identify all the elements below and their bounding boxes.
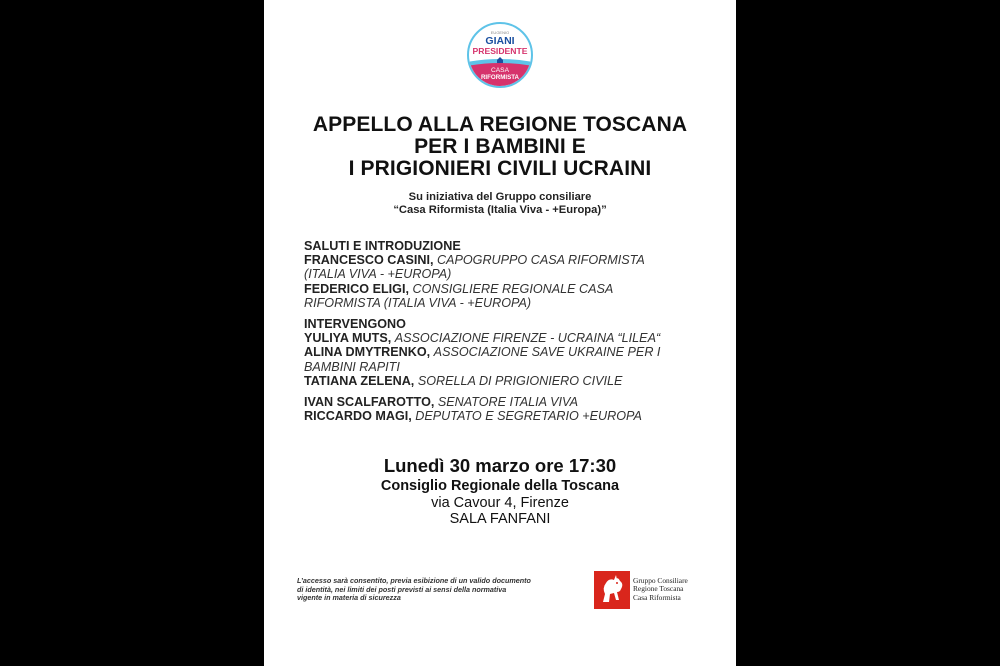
speaker-name: TATIANA ZELENA,: [304, 373, 415, 388]
speaker-name: YULIYA MUTS,: [304, 331, 392, 346]
speaker-entry: [304, 331, 714, 345]
speaker-entry: [304, 395, 714, 409]
speaker-role: DEPUTATO E SEGRETARIO +EUROPA: [415, 409, 642, 424]
poster-page: [264, 0, 736, 666]
access-disclaimer: [297, 577, 562, 603]
group-signature: [633, 577, 733, 602]
logo-party-line1: CASA: [491, 67, 509, 74]
group-line: Casa Riformista: [633, 592, 681, 602]
group-line: Regione Toscana: [633, 584, 684, 594]
speaker-role: ASSOCIAZIONE FIRENZE - UCRAINA “LILEA“: [394, 331, 661, 346]
logo-party-line2: RIFORMISTA: [480, 74, 520, 81]
speaker-role-continued: [304, 296, 714, 310]
speaker-role-continued: [304, 267, 714, 281]
section-heading: INTERVENGONO: [304, 317, 406, 332]
page-title: [264, 114, 736, 180]
speaker-name: FRANCESCO CASINI,: [304, 253, 434, 268]
speaker-role-continued: [304, 360, 714, 374]
speaker-name: IVAN SCALFAROTTO,: [304, 395, 435, 410]
title-line: PER I BAMBINI E: [414, 135, 586, 158]
speaker-role: (ITALIA VIVA - +EUROPA): [304, 267, 452, 282]
disclaimer-line: L’accesso sarà consentito, previa esibizione di un valido documento: [297, 576, 531, 585]
event-date: Lunedì 30 marzo ore 17:30: [383, 455, 617, 476]
event-room: SALA FANFANI: [449, 511, 551, 527]
logo-top-text: EUGENIO: [490, 30, 510, 35]
speaker-role: SENATORE ITALIA VIVA: [437, 395, 579, 410]
regione-toscana-emblem-icon: [593, 570, 631, 610]
logo-name: GIANI: [485, 35, 515, 47]
speaker-name: ALINA DMYTRENKO,: [304, 345, 431, 360]
section-heading: SALUTI E INTRODUZIONE: [304, 239, 461, 253]
subtitle: [264, 191, 736, 217]
logo-role: PRESIDENTE: [472, 46, 528, 56]
speaker-entry: [304, 409, 714, 423]
speaker-name: RICCARDO MAGI,: [304, 409, 412, 424]
title-line: I PRIGIONIERI CIVILI UCRAINI: [348, 157, 652, 180]
subtitle-line: “Casa Riformista (Italia Viva - +Europa)”: [393, 204, 607, 216]
program-list: [304, 239, 714, 423]
group-line: Gruppo Consiliare: [633, 576, 688, 585]
event-info: [264, 455, 736, 527]
event-venue: Consiglio Regionale della Toscana: [380, 478, 620, 494]
speaker-role: SORELLA DI PRIGIONIERO CIVILE: [417, 373, 623, 388]
title-line: APPELLO ALLA REGIONE TOSCANA: [312, 113, 688, 136]
speaker-entry: [304, 345, 714, 359]
disclaimer-line: vigente in materia di sicurezza: [297, 593, 401, 603]
giani-presidente-logo: [467, 22, 533, 88]
speaker-name: FEDERICO ELIGI,: [304, 281, 409, 296]
speaker-role: CONSIGLIERE REGIONALE CASA: [412, 281, 614, 296]
speaker-entry: [304, 374, 714, 388]
speaker-entry: [304, 282, 714, 296]
subtitle-line: Su iniziativa del Gruppo consiliare: [408, 191, 592, 203]
event-address: via Cavour 4, Firenze: [431, 495, 569, 511]
speaker-entry: [304, 253, 714, 267]
speaker-role: RIFORMISTA (ITALIA VIVA - +EUROPA): [304, 295, 532, 310]
speaker-role: CAPOGRUPPO CASA RIFORMISTA: [436, 253, 645, 268]
speaker-role: BAMBINI RAPITI: [304, 359, 400, 374]
speaker-role: ASSOCIAZIONE SAVE UKRAINE PER I: [433, 345, 661, 360]
disclaimer-line: di identità, nei limiti dei posti previsti ai sensi della normativa: [297, 584, 507, 594]
